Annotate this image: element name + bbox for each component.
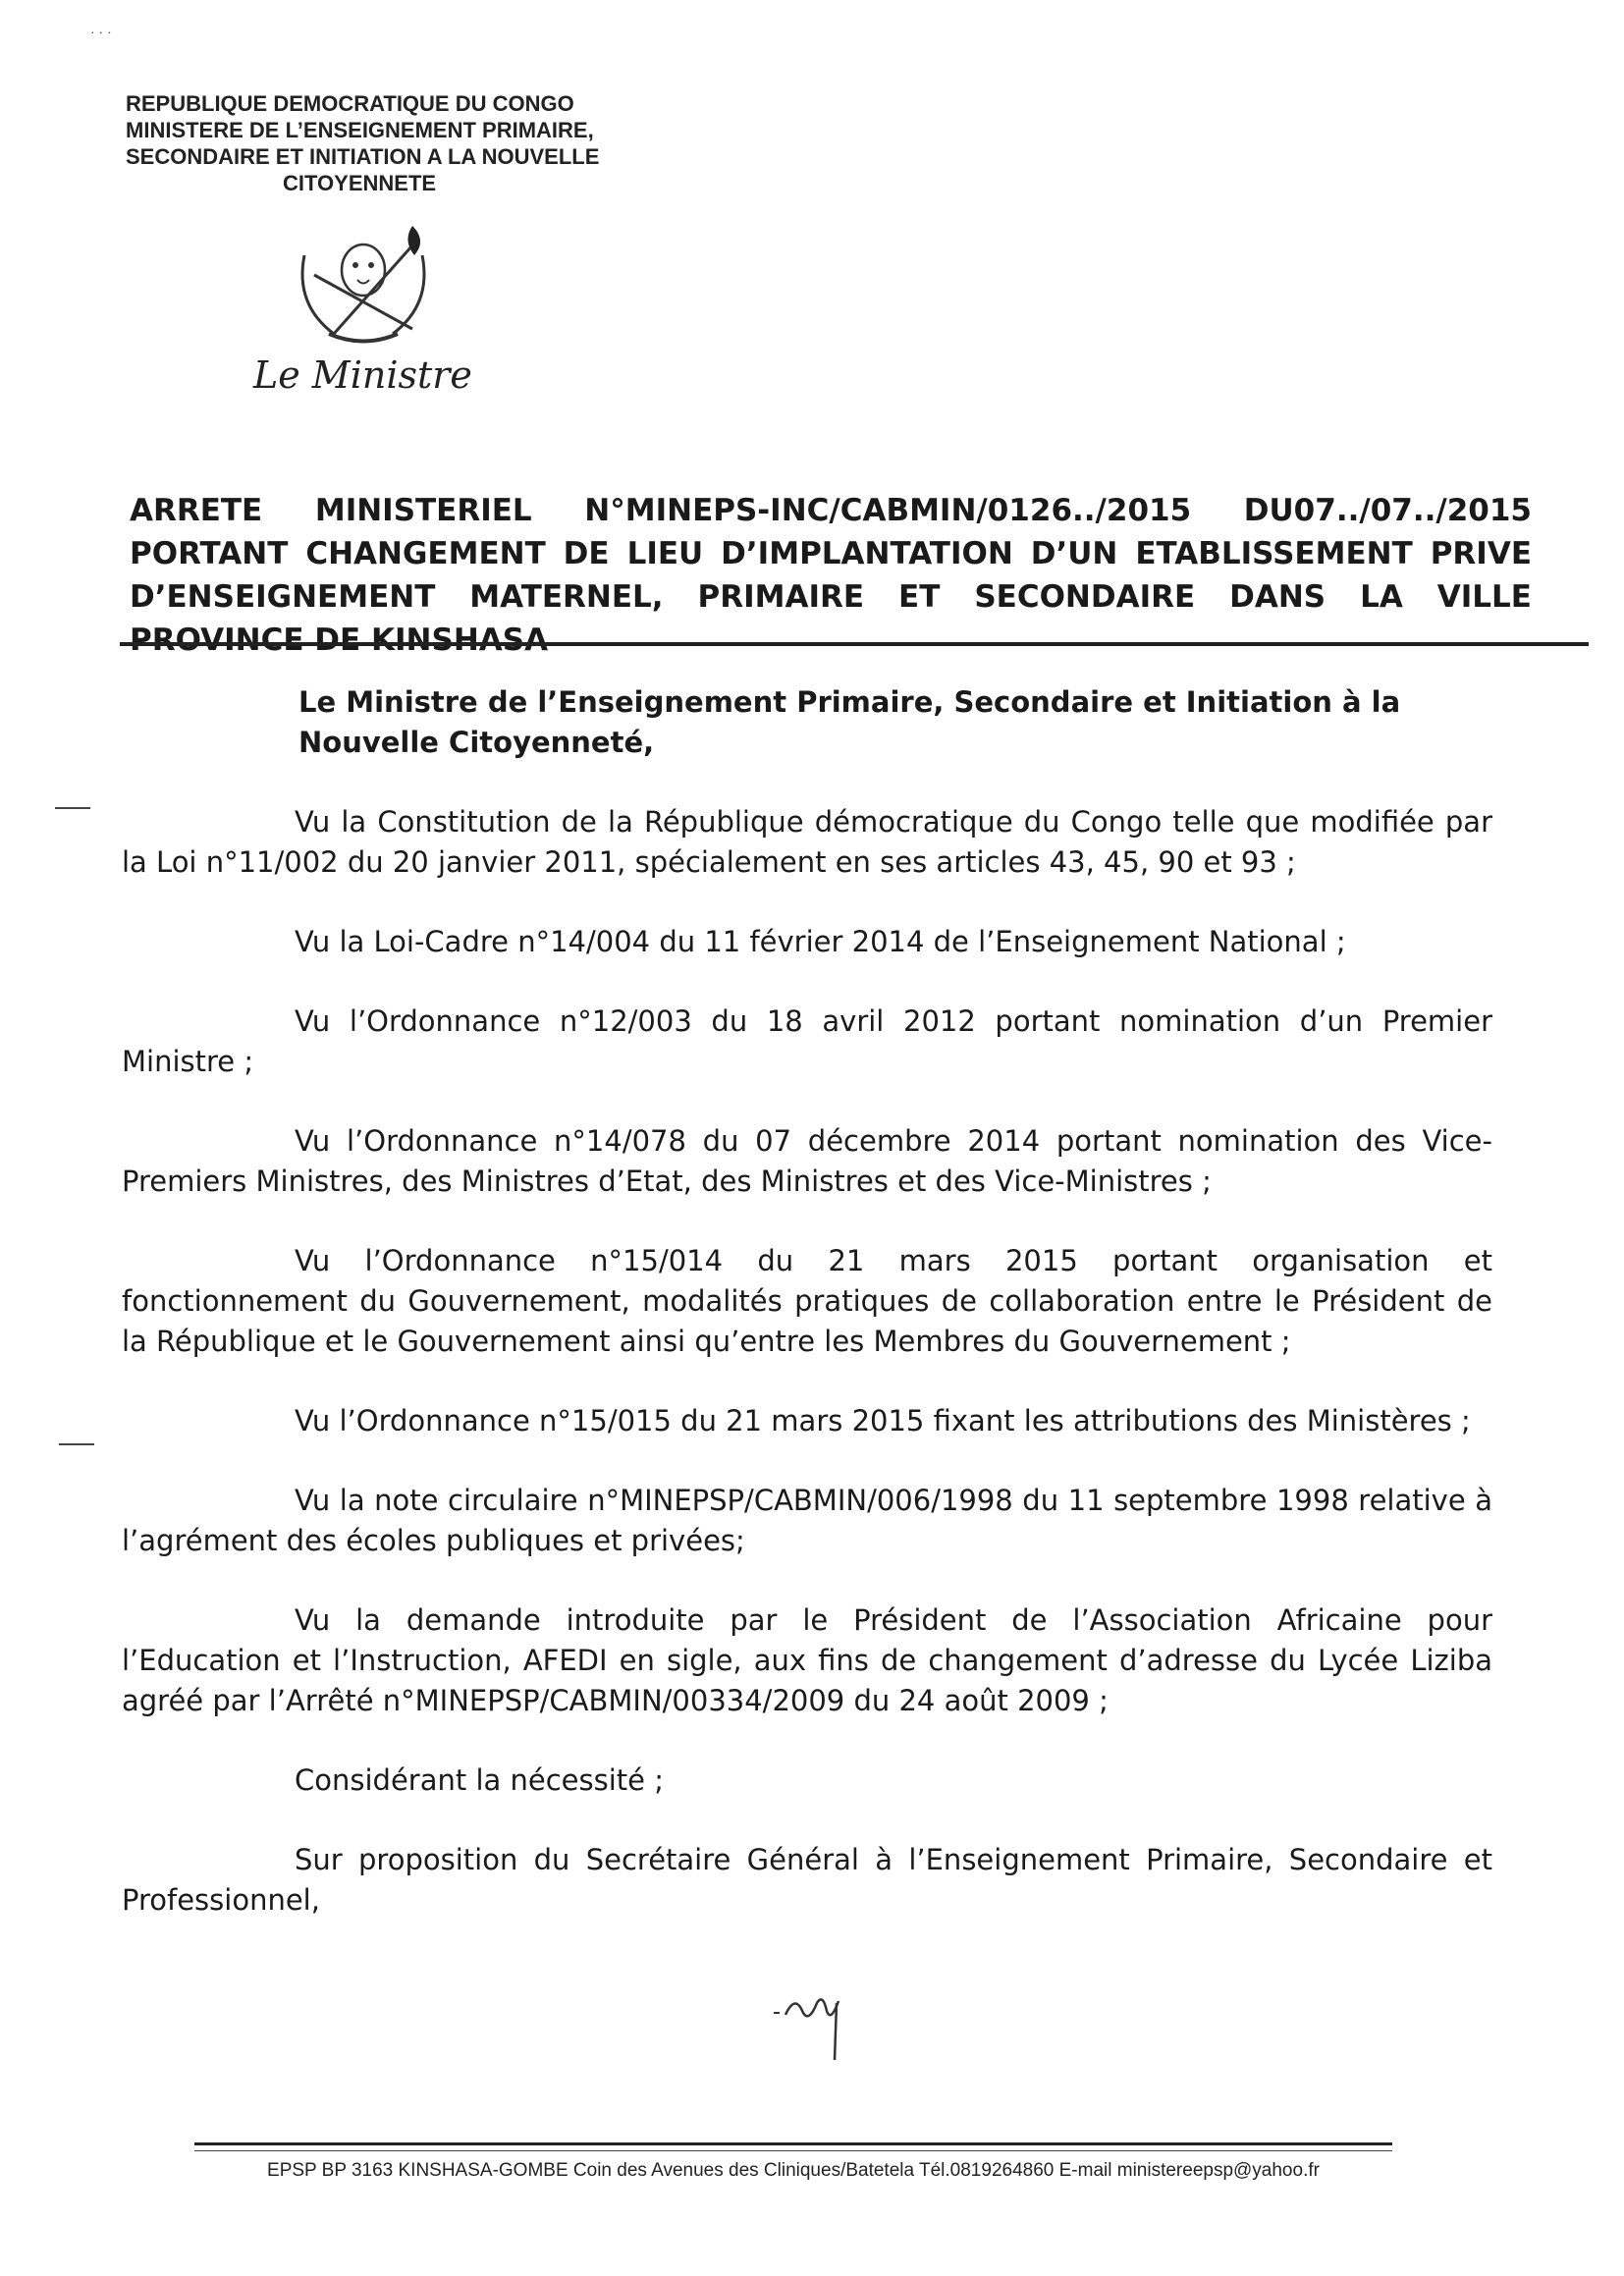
recital: Vu l’Ordonnance n°14/078 du 07 décembre 2014 portant nomination des Vice-Premiers Ministres, des Ministres d’Etat, des Ministres et des Vice-Ministres ; <box>122 1124 1492 1198</box>
decree-title-line: ARRETE MINISTERIEL N°MINEPS-INC/CABMIN/0126../2015 DU07../07../2015 <box>130 493 1532 528</box>
recital: Considérant la nécessité ; <box>295 1763 664 1797</box>
scan-speck: · · · <box>90 24 112 39</box>
margin-mark <box>55 807 90 809</box>
decree-title-line: PROVINCE DE KINSHASA <box>130 623 549 658</box>
margin-mark <box>59 1443 94 1445</box>
recital: Sur proposition du Secrétaire Général à l’Enseignement Primaire, Secondaire et Professionnel, <box>122 1843 1492 1917</box>
decree-title-line: D’ENSEIGNEMENT MATERNEL, PRIMAIRE ET SECONDAIRE DANS LA VILLE <box>130 579 1532 615</box>
letterhead-ministry: MINISTERE DE L’ENSEIGNEMENT PRIMAIRE, <box>126 118 594 142</box>
recital: Vu l’Ordonnance n°15/015 du 21 mars 2015 fixant les attributions des Ministères ; <box>295 1404 1471 1437</box>
recital: Vu l’Ordonnance n°12/003 du 18 avril 2012 portant nomination d’un Premier Ministre ; <box>122 1004 1492 1078</box>
handwritten-initials <box>766 1974 864 2062</box>
footer-address: EPSP BP 3163 KINSHASA-GOMBE Coin des Avenues des Cliniques/Batetela Tél.0819264860 E-mail ministereepsp@yahoo.fr <box>267 2160 1320 2181</box>
minister-title: Le Ministre <box>253 353 472 397</box>
footer-divider <box>194 2142 1392 2145</box>
recital: Vu la Constitution de la République démocratique du Congo telle que modifiée par la Loi n°11/002 du 20 janvier 2011, spécialement en ses articles 43, 45, 90 et 93 ; <box>122 805 1492 879</box>
letterhead <box>126 90 715 196</box>
decree-body <box>122 682 1492 1960</box>
letterhead-ministry-cont: SECONDAIRE ET INITIATION A LA NOUVELLE <box>126 144 600 169</box>
minister-intro: Le Ministre de l’Enseignement Primaire, Secondaire et Initiation à la Nouvelle Citoyenneté, <box>298 685 1401 759</box>
title-divider <box>120 642 1589 646</box>
letterhead-ministry-end: CITOYENNETE <box>283 171 437 195</box>
decree-title-line: PORTANT CHANGEMENT DE LIEU D’IMPLANTATION D’UN ETABLISSEMENT PRIVE <box>130 536 1532 571</box>
coat-of-arms-icon <box>275 216 452 353</box>
recital: Vu la note circulaire n°MINEPSP/CABMIN/006/1998 du 11 septembre 1998 relative à l’agrément des écoles publiques et privées; <box>122 1484 1492 1557</box>
decree-title <box>130 489 1532 662</box>
footer-divider-thin <box>194 2150 1392 2151</box>
recital: Vu la demande introduite par le Président de l’Association Africaine pour l’Education et l’Instruction, AFEDI en sigle, aux fins de changement d’adresse du Lycée Liziba agréé par l’Arrêté n°MINEPSP/CABMIN/00334/2009 du 24 août 2009 ; <box>122 1603 1492 1717</box>
recital: Vu l’Ordonnance n°15/014 du 21 mars 2015 portant organisation et fonctionnement du Gouvernement, modalités pratiques de collaboration entre le Président de la République et le Gouvernement ainsi qu’entre les Membres du Gouvernement ; <box>122 1244 1492 1358</box>
letterhead-country: REPUBLIQUE DEMOCRATIQUE DU CONGO <box>126 91 574 116</box>
recital: Vu la Loi-Cadre n°14/004 du 11 février 2014 de l’Enseignement National ; <box>295 925 1346 958</box>
